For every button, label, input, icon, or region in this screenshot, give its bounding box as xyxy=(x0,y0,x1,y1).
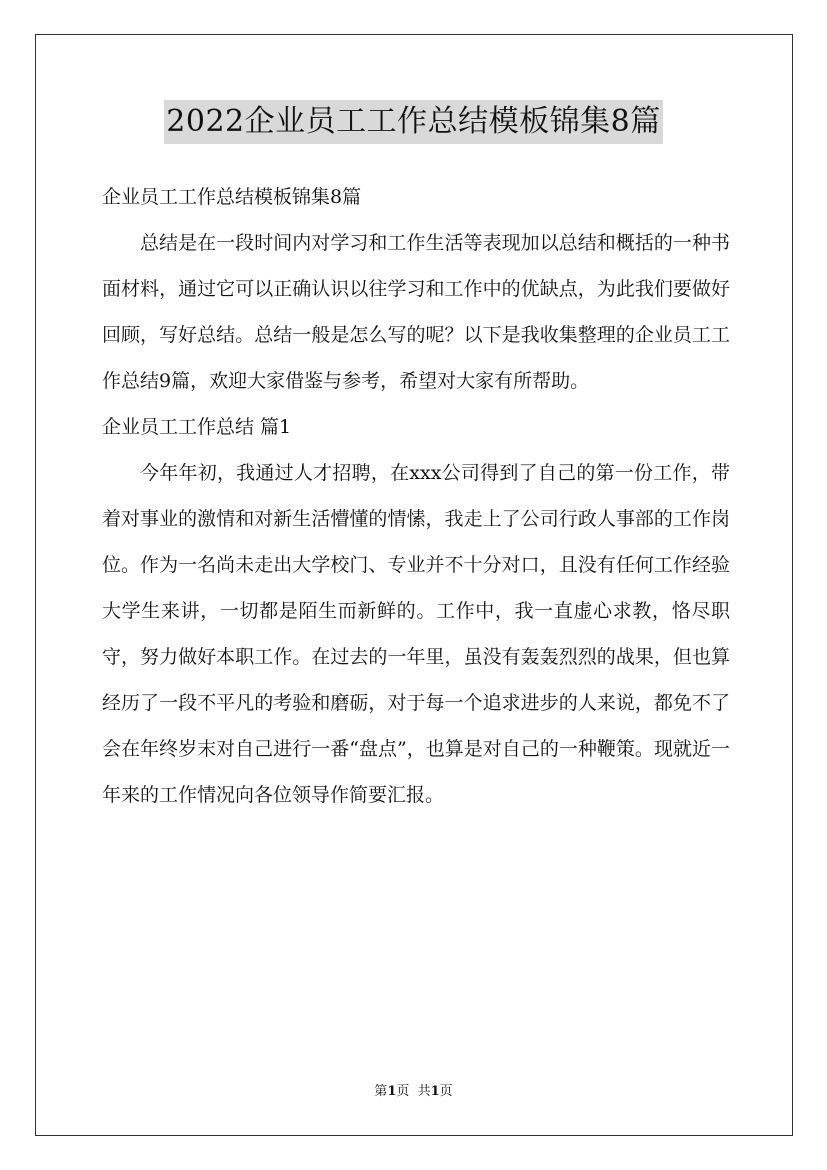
document-subtitle: 企业员工工作总结模板锦集8篇 xyxy=(102,186,362,208)
page-current-number: 1 xyxy=(387,1084,397,1099)
section-heading: 企业员工工作总结 篇1 xyxy=(102,416,292,438)
page-label-suffix: 页 xyxy=(439,1084,453,1099)
document-body xyxy=(102,174,730,818)
section-paragraph: 今年年初，我通过人才招聘，在xxx公司得到了自己的第一份工作，带着对事业的激情和对新生活懵懂的情愫，我走上了公司行政人事部的工作岗位。作为一名尚未走出大学校门、专业并不十分对口，且没有任何工作经验大学生来讲，一切都是陌生而新鲜的。工作中，我一直虚心求教，恪尽职守，努力做好本职工作。在过去的一年里，虽没有轰轰烈烈的战果，但也算经历了一段不平凡的考验和磨砺，对于每一个追求进步的人来说，都免不了会在年终岁末对自己进行一番“盘点”，也算是对自己的一种鞭策。现就近一年来的工作情况向各位领导作简要汇报。 xyxy=(102,462,730,806)
intro-paragraph: 总结是在一段时间内对学习和工作生活等表现加以总结和概括的一种书面材料，通过它可以正确认识以往学习和工作中的优缺点，为此我们要做好回顾，写好总结。总结一般是怎么写的呢？以下是我收集整理的企业员工工作总结9篇，欢迎大家借鉴与参考，希望对大家有所帮助。 xyxy=(102,232,730,392)
page-label-prefix: 第 xyxy=(374,1084,388,1099)
page-total-number: 1 xyxy=(430,1084,440,1099)
page-footer xyxy=(0,1083,827,1101)
page-label-mid: 页 共 xyxy=(396,1084,431,1099)
document-title: 2022企业员工工作总结模板锦集8篇 xyxy=(164,100,662,144)
title-container xyxy=(0,100,827,144)
